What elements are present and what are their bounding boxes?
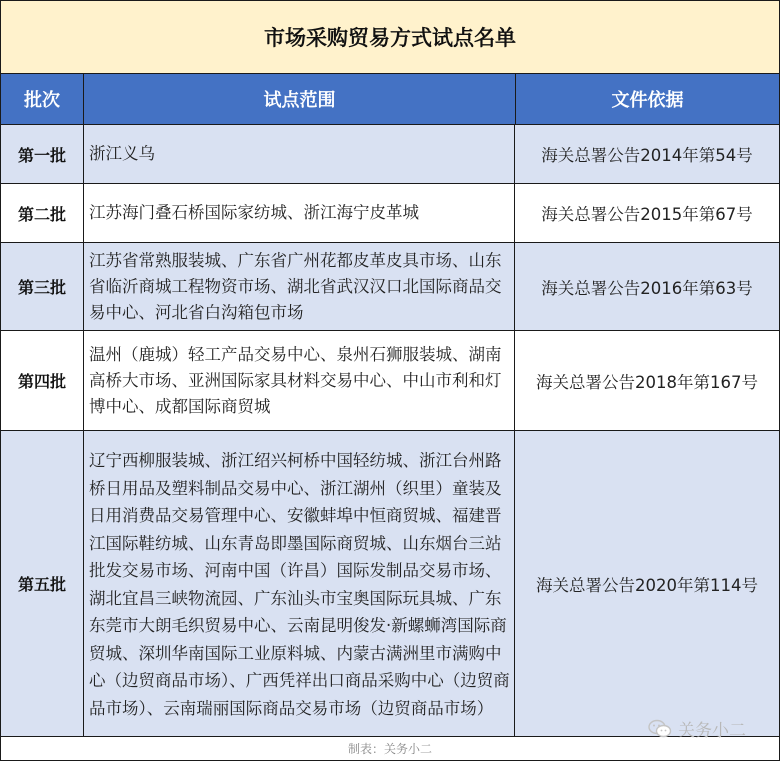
watermark-text: 关务小二	[678, 721, 746, 741]
scope-cell: 江苏海门叠石桥国际家纺城、浙江海宁皮革城	[84, 184, 515, 242]
batch-cell: 第一批	[1, 125, 84, 183]
table-title: 市场采购贸易方式试点名单	[264, 26, 516, 50]
scope-cell: 浙江义乌	[84, 125, 515, 183]
basis-cell: 海关总署公告2018年第167号	[536, 372, 758, 392]
wechat-icon	[648, 719, 672, 739]
table-footer-credit: 制表：关务小二	[0, 736, 780, 761]
column-header-scope: 试点范围	[84, 74, 516, 124]
table-row	[1, 331, 779, 431]
batch-cell: 第二批	[1, 184, 84, 242]
batch-cell: 第五批	[1, 431, 84, 736]
table-row	[1, 243, 779, 331]
table-row	[1, 125, 779, 184]
batch-cell: 第三批	[1, 243, 84, 330]
column-header-basis: 文件依据	[611, 90, 684, 111]
scope-cell: 辽宁西柳服装城、浙江绍兴柯桥中国轻纺城、浙江台州路桥日用品及塑料制品交易中心、浙江湖州（织里）童装及日用消费品交易管理中心、安徽蚌埠中恒商贸城、福建晋江国际鞋纺城、山东青岛即墨国际商贸城、山东烟台三站批发交易市场、河南中国（许昌）国际发制品交易市场、湖北宜昌三峡物流园、广东汕头市宝奥国际玩具城、广东东莞市大朗毛织贸易中心、云南昆明俊发·新螺蛳湾国际商贸城、深圳华南国际工业原料城、内蒙古满洲里市满购中心（边贸商品市场）、广西凭祥出口商品采购中心（边贸商品市场）、云南瑞丽国际商品交易市场（边贸商品市场）	[84, 431, 515, 736]
table-header-row	[1, 74, 779, 125]
scope-cell: 温州（鹿城）轻工产品交易中心、泉州石狮服装城、湖南高桥大市场、亚洲国际家具材料交易中心、中山市利和灯博中心、成都国际商贸城	[84, 331, 515, 430]
watermark	[648, 716, 746, 741]
column-header-batch: 批次	[1, 74, 84, 124]
table-title-row	[1, 1, 779, 74]
scope-cell: 江苏省常熟服装城、广东省广州花都皮革皮具市场、山东省临沂商城工程物资市场、湖北省武汉汉口北国际商品交易中心、河北省白沟箱包市场	[84, 243, 515, 330]
basis-cell: 海关总署公告2020年第114号	[536, 575, 758, 595]
table-row	[1, 184, 779, 243]
basis-cell: 海关总署公告2016年第63号	[541, 278, 753, 298]
batch-cell: 第四批	[1, 331, 84, 430]
basis-cell: 海关总署公告2014年第54号	[541, 146, 753, 165]
table-row	[1, 431, 779, 737]
basis-cell: 海关总署公告2015年第67号	[541, 205, 753, 224]
